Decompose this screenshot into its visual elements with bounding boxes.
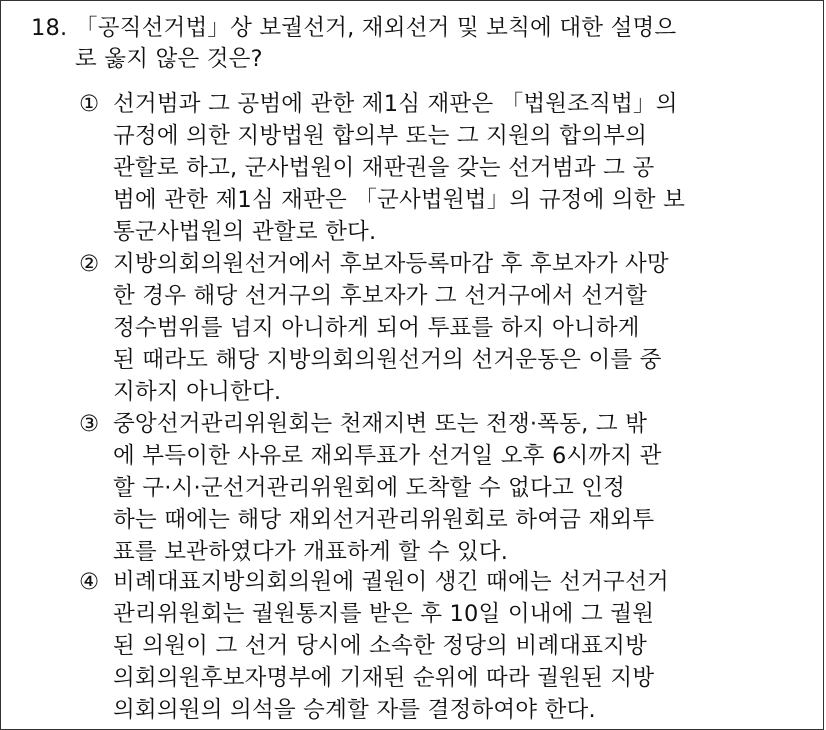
option-marker: ④ [79, 569, 100, 595]
option-line: 정수범위를 넘지 아니하게 되어 투표를 하지 아니하게 [113, 315, 640, 341]
option-line [79, 566, 779, 598]
option-line: 하는 때에는 해당 재외선거관리위원회로 하여금 재외투 [113, 507, 655, 533]
option-line: 통군사법원의 관할로 한다. [113, 219, 377, 245]
option-line: 에 부득이한 사유로 재외투표가 선거일 오후 6시까지 관 [113, 443, 662, 469]
option-2[interactable] [79, 248, 779, 408]
option-text: 비례대표지방의회의원에 궐원이 생긴 때에는 선거구선거 [113, 569, 669, 595]
option-text: 지방의회의원선거에서 후보자등록마감 후 후보자가 사망 [113, 251, 669, 277]
question-text: 「공직선거법」상 보궐선거, 재외선거 및 보칙에 대한 설명으 [75, 15, 677, 41]
option-line: 한 경우 해당 선거구의 후보자가 그 선거구에서 선거할 [113, 283, 648, 309]
question-number: 18. [31, 15, 68, 41]
question-stem [31, 13, 791, 75]
option-text: 선거범과 그 공범에 관한 제1심 재판은 「법원조직법」의 [113, 91, 678, 117]
question-line [31, 13, 791, 44]
option-4[interactable] [79, 566, 779, 726]
option-line: 된 의원이 그 선거 당시에 소속한 정당의 비례대표지방 [113, 633, 648, 659]
option-marker: ③ [79, 411, 100, 437]
option-line: 된 때라도 해당 지방의회의원선거의 선거운동은 이를 중 [113, 347, 662, 373]
option-line: 의회의원의 의석을 승계할 자를 결정하여야 한다. [113, 697, 596, 723]
option-line [79, 408, 779, 440]
option-line [79, 248, 779, 280]
option-line [79, 88, 779, 120]
option-1[interactable] [79, 88, 779, 248]
option-marker: ① [79, 91, 100, 117]
question-line: 로 옳지 않은 것은? [75, 46, 263, 72]
option-line: 규정에 의한 지방법원 합의부 또는 그 지원의 합의부의 [113, 123, 648, 149]
option-text: 중앙선거관리위원회는 천재지변 또는 전쟁·폭동, 그 밖 [113, 411, 648, 437]
option-line: 표를 보관하였다가 개표하게 할 수 있다. [113, 539, 509, 565]
option-line: 범에 관한 제1심 재판은 「군사법원법」의 규정에 의한 보 [113, 187, 686, 213]
option-line: 관리위원회는 궐원통지를 받은 후 10일 이내에 그 궐원 [113, 601, 655, 627]
option-line: 할 구·시·군선거관리위원회에 도착할 수 없다고 인정 [113, 475, 626, 501]
option-line: 의회의원후보자명부에 기재된 순위에 따라 궐원된 지방 [113, 665, 655, 691]
option-3[interactable] [79, 408, 779, 568]
option-line: 관할로 하고, 군사법원이 재판권을 갖는 선거범과 그 공 [113, 155, 655, 181]
option-line: 지하지 아니한다. [113, 379, 282, 405]
option-marker: ② [79, 251, 100, 277]
